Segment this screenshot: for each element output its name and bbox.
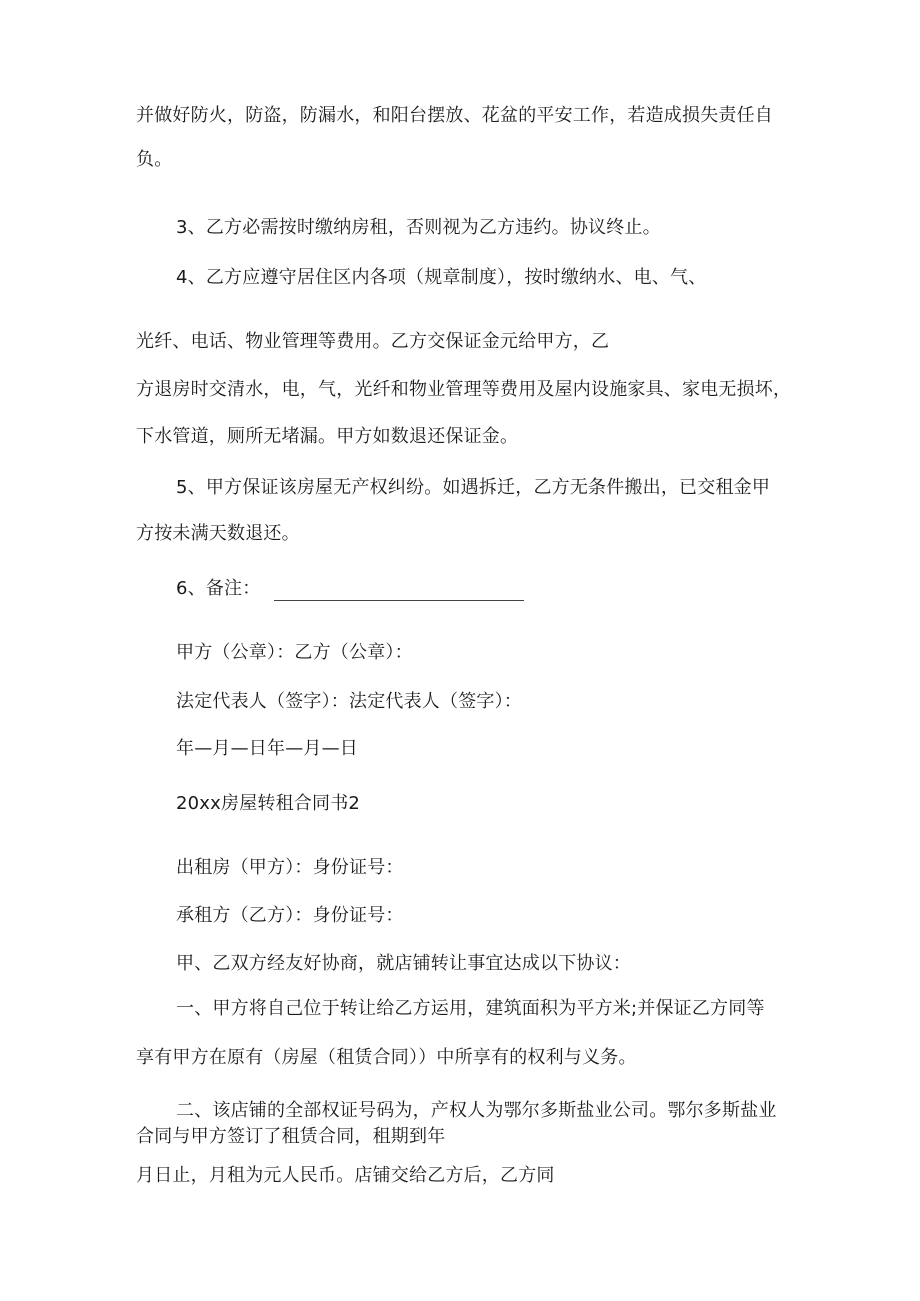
text-line: 二、该店铺的全部权证号码为，产权人为鄂尔多斯盐业公司。鄂尔多斯盐业 (176, 1100, 777, 1121)
remark-row (176, 577, 524, 601)
text-line: 并做好防火，防盗，防漏水，和阳台摆放、花盆的平安工作，若造成损失责任自 (136, 105, 773, 126)
text-line: 一、甲方将自己位于转让给乙方运用，建筑面积为平方米;并保证乙方同等 (176, 998, 765, 1019)
section-title: 20xx房屋转租合同书2 (176, 793, 361, 814)
remark-label: 6、备注： (176, 578, 261, 599)
text-line: 出租房（甲方）：身份证号： (176, 857, 404, 878)
text-line: 甲、乙双方经友好协商，就店铺转让事宜达成以下协议： (176, 953, 631, 974)
remark-blank (274, 584, 524, 601)
text-line: 下水管道，厕所无堵漏。甲方如数退还保证金。 (136, 426, 519, 447)
text-line: 甲方（公章）：乙方（公章）： (176, 642, 413, 663)
text-line: 享有甲方在原有（房屋（租赁合同））中所享有的权利与义务。 (136, 1047, 637, 1068)
text-line: 3、乙方必需按时缴纳房租，否则视为乙方违约。协议终止。 (176, 217, 661, 238)
text-line: 年—月—日年—月—日 (176, 738, 358, 759)
text-line: 负。 (136, 149, 173, 170)
text-line: 法定代表人（签字）：法定代表人（签字）： (176, 691, 522, 712)
text-line: 方退房时交清水，电，气，光纤和物业管理等费用及屋内设施家具、家电无损坏， (136, 379, 792, 400)
text-line: 月日止，月租为元人民币。店铺交给乙方后，乙方同 (136, 1165, 555, 1186)
text-line: 光纤、电话、物业管理等费用。乙方交保证金元给甲方，乙 (136, 331, 610, 352)
text-line: 承租方（乙方）：身份证号： (176, 905, 404, 926)
text-line: 5、甲方保证该房屋无产权纠纷。如遇拆迁，乙方无条件搬出，已交租金甲 (176, 477, 771, 498)
text-line: 4、乙方应遵守居住区内各项（规章制度），按时缴纳水、电、气、 (176, 267, 707, 288)
text-line: 方按未满天数退还。 (136, 523, 300, 544)
text-line: 合同与甲方签订了租赁合同，租期到年 (136, 1126, 446, 1147)
